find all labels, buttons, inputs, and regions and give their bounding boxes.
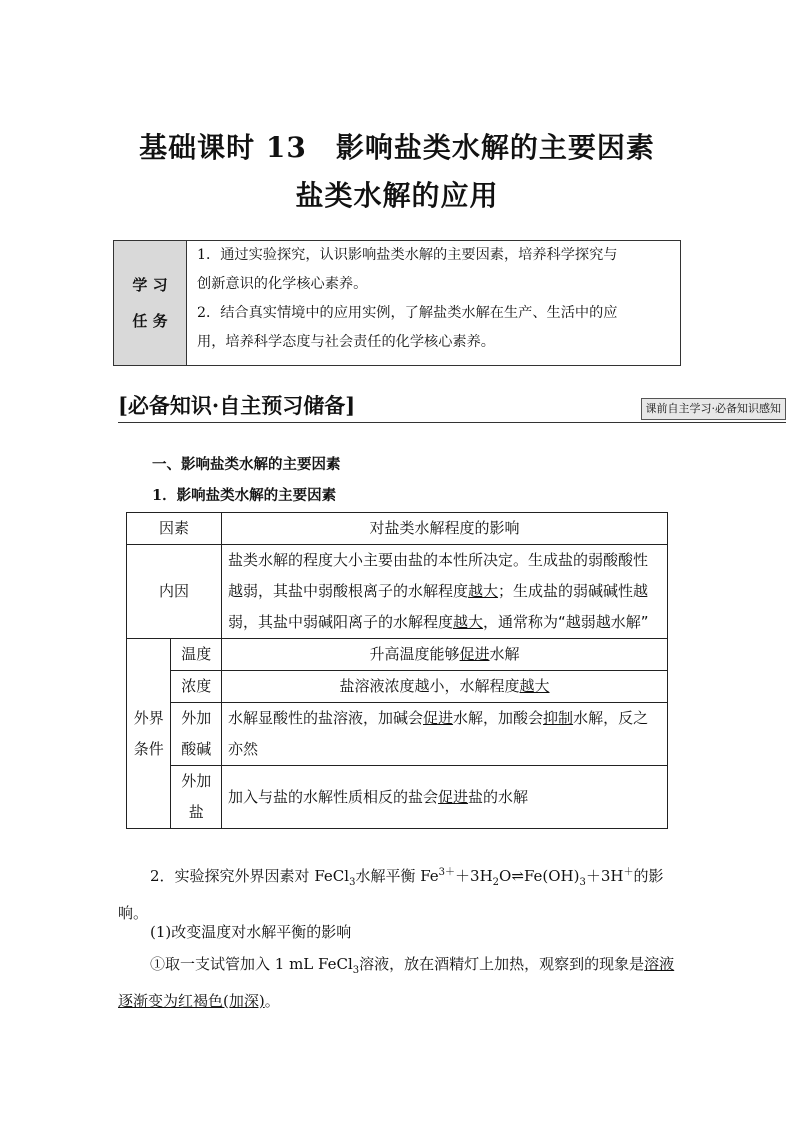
table-row bbox=[127, 545, 668, 639]
equilibrium-arrow: ⇌ bbox=[511, 867, 524, 885]
inner-cause-label: 内因 bbox=[127, 545, 222, 639]
task-content bbox=[187, 241, 680, 365]
paragraph-step-1: ①取一支试管加入 1 mL FeCl$_3$溶液，放在酒精灯上加热，观察到的现象是溶液逐渐变为红褐色(加深)。 bbox=[118, 955, 675, 1010]
conc-label: 浓度 bbox=[171, 671, 222, 703]
learning-task-box bbox=[113, 240, 681, 366]
page-title: 基础课时 13 影响盐类水解的主要因素 bbox=[139, 131, 655, 164]
table-row bbox=[127, 671, 668, 703]
factor-table bbox=[126, 512, 668, 829]
inner-cause-desc: 盐类水解的程度大小主要由盐的本性所决定。生成盐的弱酸酸性越弱，其盐中弱酸根离子的水解程度越大；生成盐的弱碱碱性越弱，其盐中弱碱阳离子的水解程度越大，通常称为“越弱越水解” bbox=[222, 545, 668, 639]
task-item-2b: 用，培养科学态度与社会责任的化学核心素养。 bbox=[197, 334, 495, 350]
section-title: [必备知识·自主预习储备] bbox=[118, 393, 356, 418]
paragraph-temp-heading: (1)改变温度对水解平衡的影响 bbox=[150, 923, 352, 941]
task-item-1b: 创新意识的化学核心素养。 bbox=[197, 276, 368, 292]
table-row bbox=[127, 639, 668, 671]
page-subtitle: 盐类水解的应用 bbox=[295, 179, 499, 212]
task-item-2a: 2．结合真实情境中的应用实例，了解盐类水解在生产、生活中的应 bbox=[197, 305, 618, 321]
table-row bbox=[127, 703, 668, 766]
salt-label: 外加盐 bbox=[171, 766, 222, 829]
table-header-effect: 对盐类水解程度的影响 bbox=[222, 513, 668, 545]
task-label-line1: 学 习 bbox=[132, 276, 168, 294]
temp-desc: 升高温度能够促进水解 bbox=[222, 639, 668, 671]
table-header-factor: 因素 bbox=[127, 513, 222, 545]
temp-label: 温度 bbox=[171, 639, 222, 671]
outer-cause-label: 外界条件 bbox=[127, 639, 171, 829]
table-header-row bbox=[127, 513, 668, 545]
heading-1: 一、影响盐类水解的主要因素 bbox=[152, 456, 341, 473]
section-bar bbox=[118, 392, 786, 423]
table-row bbox=[127, 766, 668, 829]
section-tag: 课前自主学习·必备知识感知 bbox=[641, 398, 787, 420]
paragraph-experiment: 2．实验探究外界因素对 FeCl$_3$水解平衡 $Fe^{3+}+3H_2O\rightleftharpoons Fe(OH)_3+3H^+$的影响。 bbox=[118, 867, 664, 922]
task-label-line2: 任 务 bbox=[132, 312, 168, 330]
conc-desc: 盐溶液浓度越小，水解程度越大 bbox=[222, 671, 668, 703]
salt-desc: 加入与盐的水解性质相反的盐会促进盐的水解 bbox=[222, 766, 668, 829]
task-item-1a: 1．通过实验探究，认识影响盐类水解的主要因素，培养科学探究与 bbox=[197, 247, 618, 263]
acid-desc: 水解显酸性的盐溶液，加碱会促进水解，加酸会抑制水解，反之亦然 bbox=[222, 703, 668, 766]
task-label bbox=[114, 241, 187, 365]
acid-label: 外加酸碱 bbox=[171, 703, 222, 766]
heading-2: 1．影响盐类水解的主要因素 bbox=[152, 487, 337, 504]
